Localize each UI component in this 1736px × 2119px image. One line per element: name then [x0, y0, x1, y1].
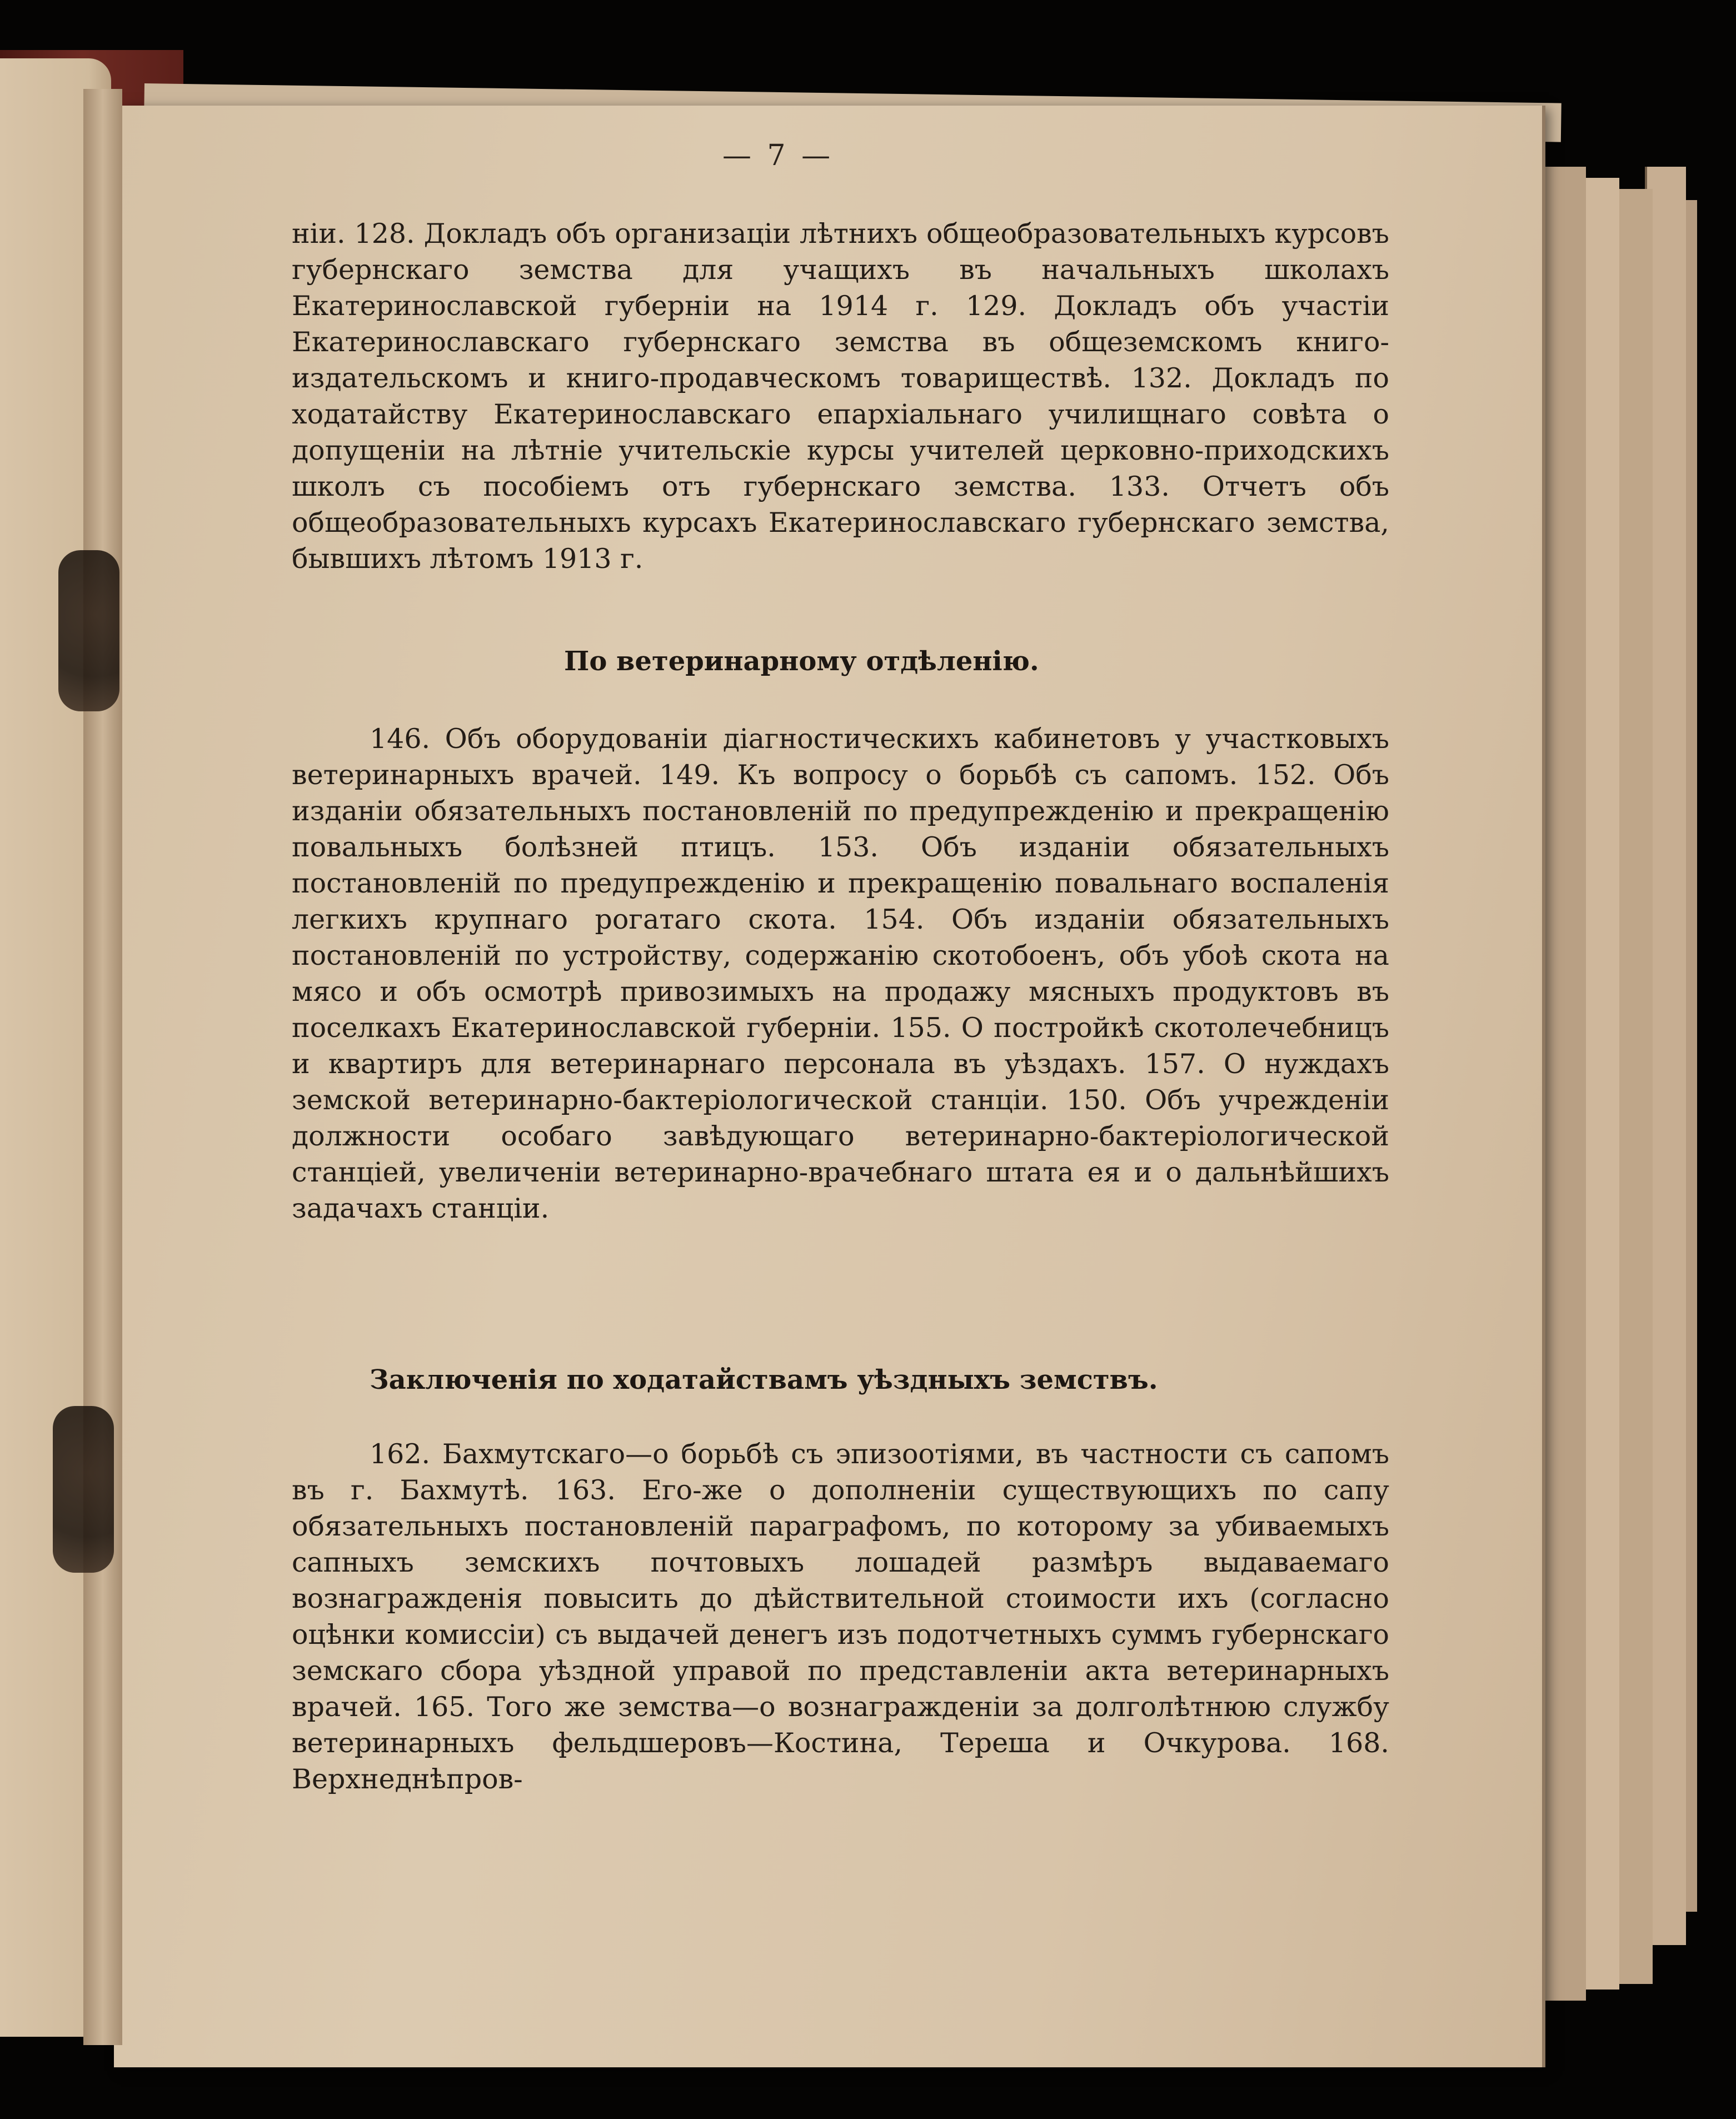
- paragraph-district-petitions: [292, 1436, 1389, 1797]
- binding-thread: [58, 550, 119, 711]
- paragraph-education: нiи. 128. Докладъ объ организацiи лѣтнихъ общеобразовательныхъ курсовъ губернскаго земства для учащихъ въ начальныхъ школахъ Екатеринославской губернiи на 1914 г. 129. Докладъ объ участiи Екатеринославскаго губернскаго земства въ общеземскомъ книго-издательскомъ и книго-продавческомъ товариществѣ. 132. Докладъ по ходатайству Екатеринославскаго епархiальнаго училищнаго совѣта о допущенiи на лѣтнiе учительскiе курсы учителей церковно-приходскихъ школъ съ пособiемъ отъ губернскаго земства. 133. Отчетъ объ общеобразовательныхъ курсахъ Екатеринославскаго губернскаго земства, бывшихъ лѣтомъ 1913 г.: [292, 218, 1389, 575]
- book-gutter: [83, 89, 122, 2045]
- binding-thread: [53, 1406, 114, 1573]
- section-heading-veterinary: По ветеринарному отдѣленiю.: [564, 646, 1039, 677]
- paragraph-veterinary: [292, 721, 1389, 1226]
- paragraph-veterinary-text: 146. Объ оборудованiи дiагностическихъ кабинетовъ у участковыхъ ветеринарныхъ врачей. 149. Къ вопросу о борьбѣ съ сапомъ. 152. Объ изданiи обязательныхъ постановленiй по предупрежденiю и прекращенiю повальныхъ болѣзней птицъ. 153. Объ изданiи обязательныхъ постановленiй по предупрежденiю и прекращенiю повальнаго воспаленiя легкихъ крупнаго рогатаго скота. 154. Объ изданiи обязательныхъ постановленiй по устройству, содержанiю скотобоенъ, объ убоѣ скота на мясо и объ осмотрѣ привозимыхъ на продажу мясныхъ продуктовъ въ поселкахъ Екатеринославской губернiи. 155. О постройкѣ скотолечебницъ и квартиръ для ветеринарнаго персонала въ уѣздахъ. 157. О нуждахъ земской ветеринарно-бактерiологической станцiи. 150. Объ учрежденiи должности особаго завѣдующаго ветеринарно-бактерiологической станцiей, увеличенiи ветеринарно-врачебнаго штата ея и о дальнѣйшихъ задачахъ станцiи.: [292, 723, 1389, 1224]
- section-heading-district-petitions: Заключенiя по ходатайствамъ уѣздныхъ земствъ.: [370, 1364, 1158, 1395]
- page-number: — 7 —: [722, 139, 834, 172]
- paragraph-district-petitions-text: 162. Бахмутскаго—о борьбѣ съ эпизоотiями, въ частности съ сапомъ въ г. Бахмутѣ. 163. Его-же о дополненiи существующихъ по сапу обязательныхъ постановленiй параграфомъ, по которому за убиваемыхъ сапныхъ земскихъ почтовыхъ лошадей размѣръ выдаваемаго вознагражденiя повысить до дѣйствительной стоимости ихъ (согласно оцѣнки комиссiи) съ выдачей денегъ изъ подотчетныхъ суммъ губернскаго земскаго сбора уѣздной управой по представленiи акта ветеринарныхъ врачей. 165. Того же земства—о вознагражденiи за долголѣтнюю службу ветеринарныхъ фельдшеровъ—Костина, Тереша и Очкурова. 168. Верхнеднѣпров-: [292, 1438, 1389, 1795]
